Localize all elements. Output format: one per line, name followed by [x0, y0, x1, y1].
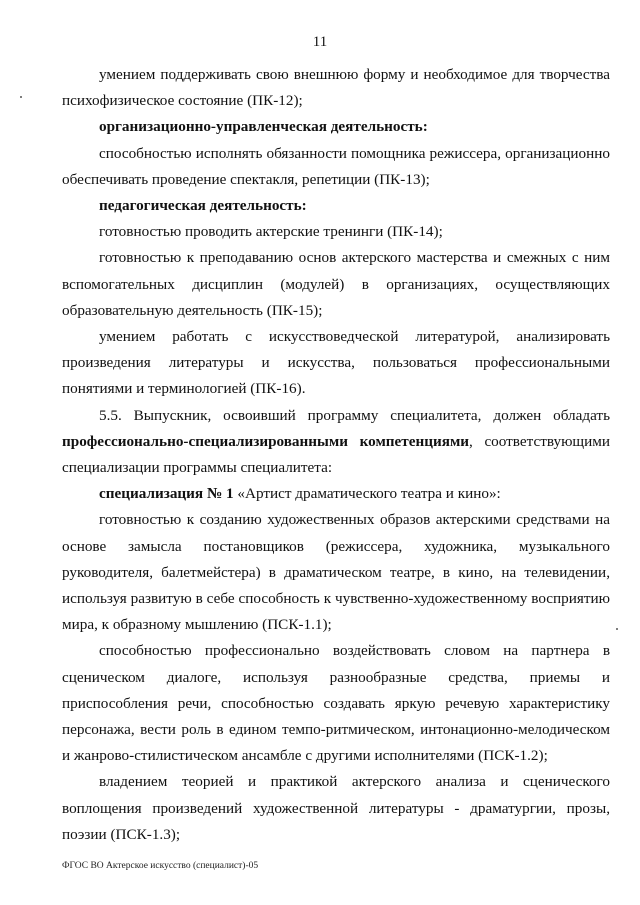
paragraph-pk16: умением работать с искусствоведческой литературой, анализировать произведения литературы и искусства, пользоваться профессиональными понятиями и терминологией (ПК-16). [62, 328, 610, 398]
scan-speck [20, 96, 22, 98]
paragraph-5-5-bold: профессионально-специализированными компетенциями [62, 432, 470, 450]
paragraph-5-5 [62, 403, 610, 482]
heading-org-management: организационно-управленческая деятельность: [99, 118, 428, 136]
paragraph-psk-1-1: готовностью к созданию художественных образов актерскими средствами на основе замысла постановщиков (режиссера, художника, музыкального руководителя, балетмейстера) в драматическом театре, в кино, на телевидении, используя развитую в себе способность к чувственно-художественному восприятию мира, к образному мышлению (ПСК-1.1); [62, 511, 610, 634]
scan-speck [616, 628, 618, 630]
paragraph-pk15: готовностью к преподаванию основ актерского мастерства и смежных с ним вспомогательных дисциплин (модулей) в организациях, осуществляющих образовательную деятельность (ПК-15); [62, 249, 610, 319]
paragraph-psk-1-3: владением теорией и практикой актерского анализа и сценического воплощения произведений художественной литературы - драматургии, прозы, поэзии (ПСК-1.3); [62, 773, 610, 843]
paragraph-pk14: готовностью проводить актерские тренинги (ПК-14); [99, 223, 443, 241]
specialization-heading [62, 481, 610, 507]
heading-pedagogical: педагогическая деятельность: [99, 197, 307, 215]
paragraph-5-5-post: , соответствующими специализации программы специалитета: [62, 432, 610, 477]
footer-text: ФГОС ВО Актерское искусство (специалист)-05 [62, 861, 259, 871]
paragraph-pk13: способностью исполнять обязанности помощника режиссера, организационно обеспечивать проведение спектакля, репетиции (ПК-13); [62, 144, 610, 188]
document-body [62, 62, 610, 848]
paragraph-pk12: умением поддерживать свою внешнюю форму и необходимое для творчества психофизическое состояние (ПК-12); [62, 66, 610, 110]
page-number: 11 [312, 34, 328, 50]
paragraph-5-5-pre: 5.5. Выпускник, освоивший программу специалитета, должен обладать [99, 406, 610, 424]
paragraph-psk-1-2: способностью профессионально воздействовать словом на партнера в сценическом диалоге, используя разнообразные средства, приемы и приспособления речи, способностью создавать яркую речевую характеристику персонажа, вести роль в едином темпо-ритмическом, интонационно-мелодическом и жанрово-стилистическом ансамбле с другими исполнителями (ПСК-1.2); [62, 642, 610, 765]
specialization-number: специализация № 1 [99, 485, 234, 503]
specialization-title: «Артист драматического театра и кино»: [233, 485, 501, 503]
